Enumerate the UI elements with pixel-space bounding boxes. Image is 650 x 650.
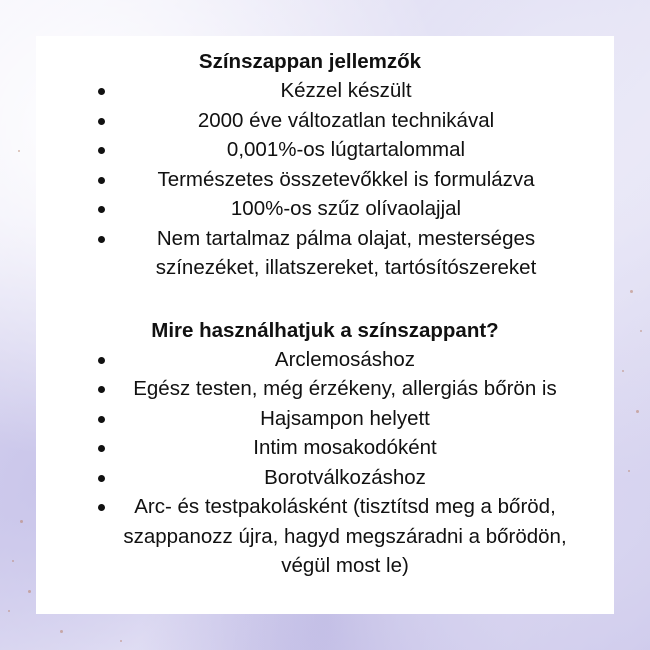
bullet-icon <box>98 236 105 243</box>
gold-speck <box>28 590 31 593</box>
bullet-icon <box>98 118 105 125</box>
list-item-text: Hajsampon helyett <box>260 406 430 430</box>
section-spacer <box>36 283 614 317</box>
content-card <box>36 36 614 614</box>
bullet-icon <box>98 475 105 482</box>
gold-speck <box>60 630 63 633</box>
bullet-icon <box>98 504 105 511</box>
list-item-text: Borotválkozáshoz <box>264 465 426 489</box>
list-item <box>36 135 614 165</box>
list-item <box>36 345 614 375</box>
list-item <box>36 194 614 224</box>
list-item <box>36 224 614 283</box>
list-item <box>36 76 614 106</box>
section-title-features: Színszappan jellemzők <box>198 50 422 73</box>
list-item <box>36 165 614 195</box>
bullet-icon <box>98 416 105 423</box>
gold-speck <box>12 560 14 562</box>
bullet-icon <box>98 206 105 213</box>
list-item-text: Intim mosakodóként <box>253 436 437 459</box>
bullet-icon <box>98 386 105 393</box>
section-title-usage: Mire használhatjuk a színszappant? <box>151 318 499 342</box>
gold-speck <box>120 640 122 642</box>
gold-speck <box>636 410 639 413</box>
list-item-text: Arclemosáshoz <box>274 347 416 371</box>
gold-speck <box>8 610 10 612</box>
gold-speck <box>622 370 624 372</box>
bullet-icon <box>98 147 105 154</box>
list-item <box>36 463 614 493</box>
list-item <box>36 106 614 136</box>
list-item-text: 2000 éve változatlan technikával <box>197 108 495 132</box>
bullet-icon <box>98 177 105 184</box>
features-list <box>36 76 614 283</box>
list-item <box>36 374 614 404</box>
list-item <box>36 433 614 463</box>
bullet-icon <box>98 88 105 95</box>
list-item-text: Nem tartalmaz pálma olajat, mesterséges színezéket, illatszereket, tartósítószereket <box>155 226 537 279</box>
gold-speck <box>640 330 642 332</box>
gold-speck <box>18 150 20 152</box>
list-item <box>36 492 614 581</box>
list-item-text: Kézzel készült <box>280 79 412 102</box>
list-item-text: Egész testen, még érzékeny, allergiás bőrön is <box>133 377 557 400</box>
bullet-icon <box>98 445 105 452</box>
list-item-text: Természetes összetevőkkel is formulázva <box>157 167 535 191</box>
bullet-icon <box>98 357 105 364</box>
list-item-text: Arc- és testpakolásként (tisztítsd meg a bőröd, szappanozz újra, hagyd megszáradni a bőrödön, végül most le) <box>123 495 567 577</box>
usage-list <box>36 345 614 581</box>
list-item-text: 0,001%-os lúgtartalommal <box>226 138 466 161</box>
gold-speck <box>20 520 23 523</box>
list-item-text: 100%-os szűz olívaolajjal <box>230 197 462 220</box>
gold-speck <box>630 290 633 293</box>
list-item <box>36 404 614 434</box>
gold-speck <box>628 470 630 472</box>
